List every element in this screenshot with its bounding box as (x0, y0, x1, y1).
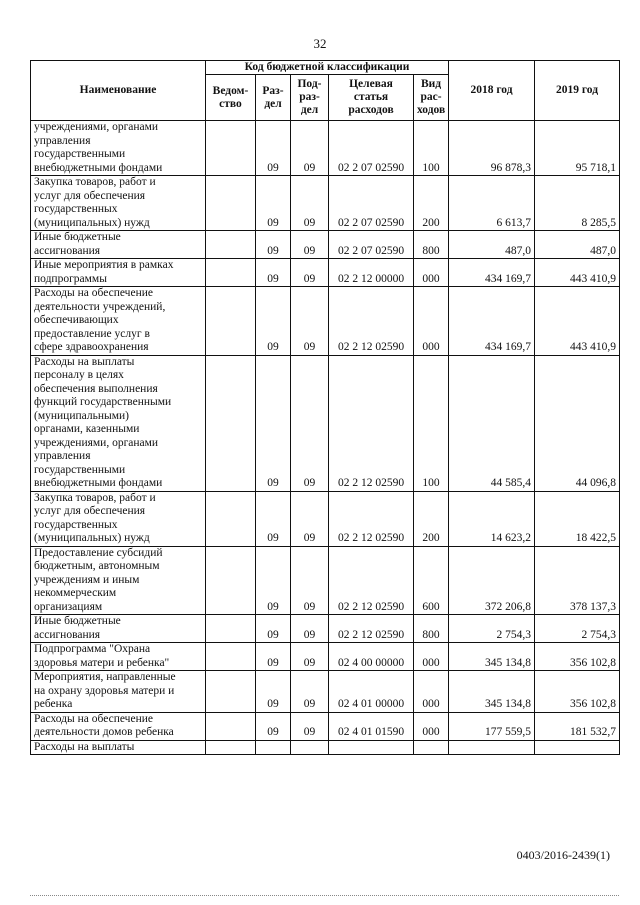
table-row (31, 615, 620, 643)
row-amount-2019: 2 754,3 (535, 615, 620, 643)
row-razdel: 09 (256, 491, 291, 546)
row-target-article: 02 2 07 02590 (329, 121, 414, 176)
row-podrazdel: 09 (291, 491, 329, 546)
row-expense-type: 800 (414, 231, 449, 259)
row-name: Расходы на обеспечение деятельности домов ребенка (31, 712, 206, 740)
row-name: Расходы на выплаты (31, 740, 206, 755)
row-podrazdel: 09 (291, 121, 329, 176)
table-row (31, 740, 620, 755)
row-vedomstvo (206, 491, 256, 546)
row-amount-2019: 44 096,8 (535, 355, 620, 491)
row-podrazdel: 09 (291, 712, 329, 740)
header-expense-type: Вид рас- ходов (414, 75, 449, 121)
row-amount-2019: 487,0 (535, 231, 620, 259)
row-amount-2019: 356 102,8 (535, 671, 620, 713)
row-vedomstvo (206, 121, 256, 176)
row-podrazdel: 09 (291, 287, 329, 356)
row-vedomstvo (206, 740, 256, 755)
row-amount-2018: 14 623,2 (449, 491, 535, 546)
table-row (31, 546, 620, 615)
row-amount-2019: 356 102,8 (535, 643, 620, 671)
row-expense-type: 600 (414, 546, 449, 615)
row-expense-type: 800 (414, 615, 449, 643)
row-razdel: 09 (256, 712, 291, 740)
row-podrazdel: 09 (291, 615, 329, 643)
row-name: Подпрограмма "Охрана здоровья матери и ребенка" (31, 643, 206, 671)
row-target-article: 02 2 12 00000 (329, 259, 414, 287)
row-podrazdel: 09 (291, 231, 329, 259)
page-number: 32 (313, 36, 327, 51)
row-amount-2019 (535, 740, 620, 755)
row-podrazdel (291, 740, 329, 755)
row-target-article: 02 2 12 02590 (329, 355, 414, 491)
row-amount-2019: 443 410,9 (535, 259, 620, 287)
row-expense-type (414, 740, 449, 755)
document-code: 0403/2016-2439(1) (516, 848, 610, 862)
row-target-article: 02 2 12 02590 (329, 491, 414, 546)
row-razdel (256, 740, 291, 755)
row-vedomstvo (206, 712, 256, 740)
row-amount-2018: 345 134,8 (449, 643, 535, 671)
row-vedomstvo (206, 231, 256, 259)
table-row (31, 355, 620, 491)
table-row (31, 491, 620, 546)
row-amount-2019: 181 532,7 (535, 712, 620, 740)
row-amount-2018: 44 585,4 (449, 355, 535, 491)
row-expense-type: 000 (414, 287, 449, 356)
row-razdel: 09 (256, 355, 291, 491)
row-expense-type: 200 (414, 491, 449, 546)
row-amount-2018: 434 169,7 (449, 287, 535, 356)
row-expense-type: 000 (414, 671, 449, 713)
table-row (31, 287, 620, 356)
row-vedomstvo (206, 546, 256, 615)
row-name: Закупка товаров, работ и услуг для обеспечения государственных (муниципальных) нужд (31, 176, 206, 231)
row-amount-2019: 8 285,5 (535, 176, 620, 231)
row-amount-2019: 378 137,3 (535, 546, 620, 615)
row-amount-2019: 443 410,9 (535, 287, 620, 356)
table-row (31, 259, 620, 287)
row-razdel: 09 (256, 287, 291, 356)
row-razdel: 09 (256, 259, 291, 287)
row-name: Мероприятия, направленные на охрану здоровья матери и ребенка (31, 671, 206, 713)
row-vedomstvo (206, 355, 256, 491)
row-razdel: 09 (256, 671, 291, 713)
row-name: Иные бюджетные ассигнования (31, 615, 206, 643)
row-amount-2018: 2 754,3 (449, 615, 535, 643)
row-name: учреждениями, органами управления государственными внебюджетными фондами (31, 121, 206, 176)
header-2019: 2019 год (535, 61, 620, 121)
row-amount-2018 (449, 740, 535, 755)
table-body (31, 121, 620, 755)
row-amount-2018: 345 134,8 (449, 671, 535, 713)
row-razdel: 09 (256, 121, 291, 176)
row-name: Предоставление субсидий бюджетным, автономным учреждениям и иным некоммерческим организациям (31, 546, 206, 615)
row-podrazdel: 09 (291, 546, 329, 615)
budget-table (30, 60, 620, 755)
row-name: Расходы на обеспечение деятельности учреждений, обеспечивающих предоставление услуг в сфере здравоохранения (31, 287, 206, 356)
row-target-article: 02 2 07 02590 (329, 176, 414, 231)
row-amount-2019: 18 422,5 (535, 491, 620, 546)
row-name: Иные бюджетные ассигнования (31, 231, 206, 259)
row-target-article: 02 2 12 02590 (329, 287, 414, 356)
header-name: Наименование (31, 61, 206, 121)
row-podrazdel: 09 (291, 355, 329, 491)
row-expense-type: 100 (414, 121, 449, 176)
table-row (31, 176, 620, 231)
row-razdel: 09 (256, 231, 291, 259)
row-podrazdel: 09 (291, 176, 329, 231)
row-vedomstvo (206, 176, 256, 231)
row-podrazdel: 09 (291, 259, 329, 287)
row-razdel: 09 (256, 546, 291, 615)
header-classification-group: Код бюджетной классификации (206, 61, 449, 75)
row-vedomstvo (206, 287, 256, 356)
table-row (31, 643, 620, 671)
row-name: Иные мероприятия в рамках подпрограммы (31, 259, 206, 287)
row-amount-2019: 95 718,1 (535, 121, 620, 176)
row-amount-2018: 177 559,5 (449, 712, 535, 740)
row-podrazdel: 09 (291, 671, 329, 713)
row-expense-type: 100 (414, 355, 449, 491)
row-razdel: 09 (256, 643, 291, 671)
row-amount-2018: 96 878,3 (449, 121, 535, 176)
row-target-article: 02 4 01 01590 (329, 712, 414, 740)
row-razdel: 09 (256, 615, 291, 643)
table-row (31, 671, 620, 713)
row-target-article (329, 740, 414, 755)
row-amount-2018: 372 206,8 (449, 546, 535, 615)
row-razdel: 09 (256, 176, 291, 231)
header-vedomstvo: Ведом- ство (206, 75, 256, 121)
table-row (31, 712, 620, 740)
row-target-article: 02 4 01 00000 (329, 671, 414, 713)
header-target-article: Целевая статья расходов (329, 75, 414, 121)
header-razdel: Раз- дел (256, 75, 291, 121)
table-row (31, 121, 620, 176)
row-name: Расходы на выплаты персоналу в целях обеспечения выполнения функций государственными (муниципальными) органами, казенными учреждениями, органами управления государственными внебюджетными фондами (31, 355, 206, 491)
row-target-article: 02 2 12 02590 (329, 546, 414, 615)
header-2018: 2018 год (449, 61, 535, 121)
row-amount-2018: 434 169,7 (449, 259, 535, 287)
row-name: Закупка товаров, работ и услуг для обеспечения государственных (муниципальных) нужд (31, 491, 206, 546)
row-expense-type: 000 (414, 643, 449, 671)
row-target-article: 02 2 12 02590 (329, 615, 414, 643)
row-amount-2018: 487,0 (449, 231, 535, 259)
row-vedomstvo (206, 615, 256, 643)
row-target-article: 02 4 00 00000 (329, 643, 414, 671)
row-expense-type: 000 (414, 259, 449, 287)
row-amount-2018: 6 613,7 (449, 176, 535, 231)
row-expense-type: 200 (414, 176, 449, 231)
row-vedomstvo (206, 259, 256, 287)
row-target-article: 02 2 07 02590 (329, 231, 414, 259)
row-podrazdel: 09 (291, 643, 329, 671)
row-vedomstvo (206, 671, 256, 713)
row-expense-type: 000 (414, 712, 449, 740)
bottom-divider (30, 895, 619, 896)
header-podrazdel: Под- раз- дел (291, 75, 329, 121)
table-row (31, 231, 620, 259)
row-vedomstvo (206, 643, 256, 671)
